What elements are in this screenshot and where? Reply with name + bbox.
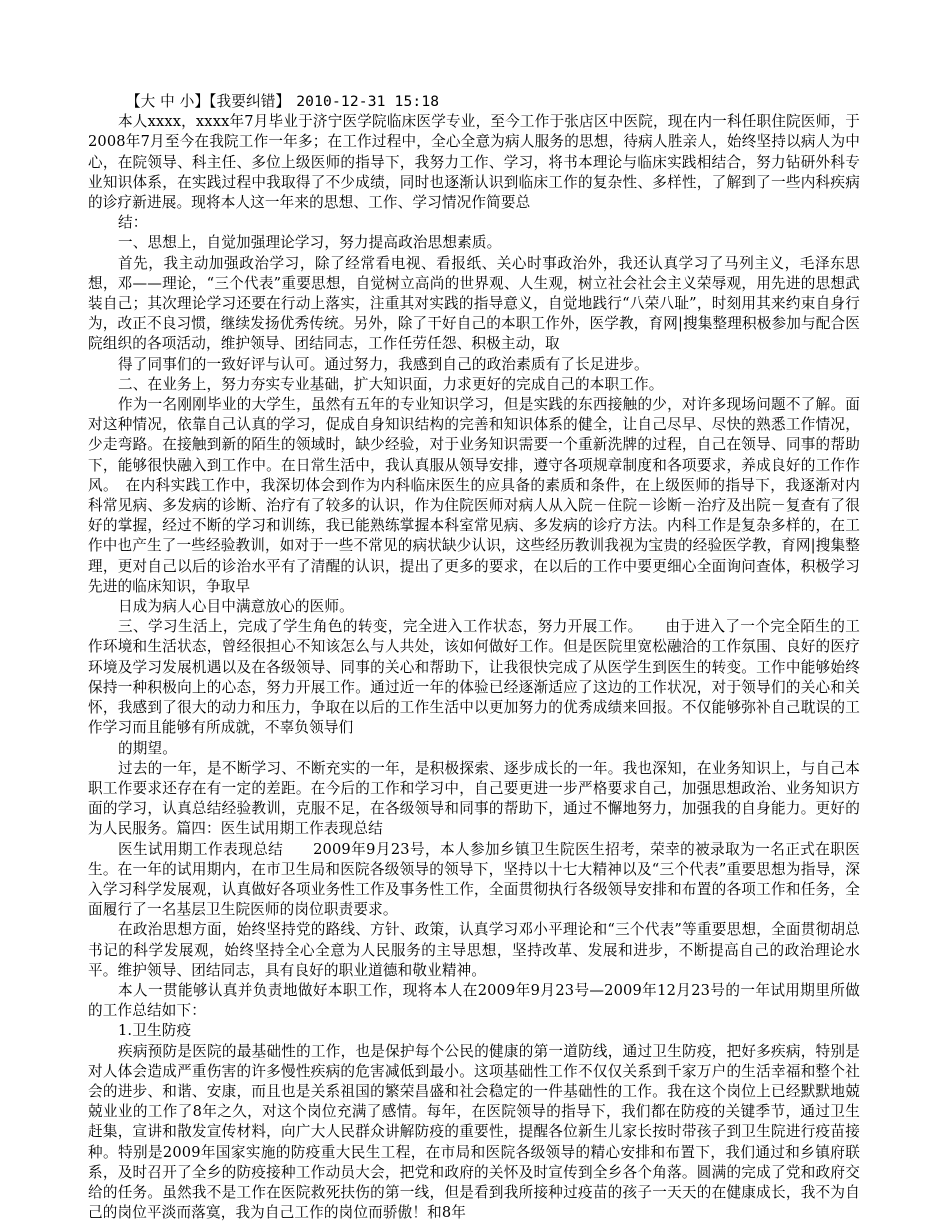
paragraph-study-life: 三、学习生活上，完成了学生角色的转变，完全进入工作状态，努力开展工作。 由于进入了一个完全陌生的工作环境和生活状态，曾经很担心不知该怎么与人共处，该如何做好工作。但是医院里宽松融洽的工作氛围、良好的医疗环境及学习发展机遇以及在各级领导、同事的关心和帮助下，让我很快完成了从医学生到医生的转变。工作中能够始终保持一种积极向上的心态，努力开展工作。通过近一年的体验已经逐渐适应了这边的工作状况，对于领导们的关心和关怀，我感到了很大的动力和压力，争取在以后的工作生活中以更加努力的优秀成绩来回报。不仅能够弥补自己耽误的工作学习而且能够有所成就，不辜负领导们 [88, 618, 860, 737]
font-size-small-link[interactable]: 小 [179, 93, 195, 110]
paragraph-business: 作为一名刚刚毕业的大学生，虽然有五年的专业知识学习，但是实践的东西接触的少，对许多现场问题不了解。面对这种情况，依靠自己认真的学习，促成自身知识结构的完善和知识体系的健全，让自己尽早、尽快的熟悉工作情况，少走弯路。在接触到新的陌生的领域时，缺少经验，对于业务知识需要一个重新洗牌的过程，自己在领导、同事的帮助下，能够很快融入到工作中。在日常生活中，我认真服从领导安排，遵守各项规章制度和各项要求，养成良好的工作作风。 在内科实践工作中，我深切体会到作为内科临床医生的应具备的素质和条件，在上级医师的指导下，我逐渐对内科常见病、多发病的诊断、治疗有了较多的认识，作为住院医师对病人从入院－住院－诊断－治疗及出院－复查有了很好的掌握，经过不断的学习和训练，我已能熟练掌握本科室常见病、多发病的诊疗方法。内科工作是复杂多样的，在工作中也产生了一些经验教训，如对于一些不常见的病状缺少认识，这些经历教训我视为宝贵的经验医学教，育网|搜集整理，更对自己以后的诊治水平有了清醒的认识，提出了更多的要求，在以后的工作中要更细心全面询问查体，积极学习先进的临床知识，争取早 [88, 396, 860, 595]
report-error-link[interactable]: 【我要纠错】 [209, 93, 291, 110]
paragraph-intro-end: 结： [118, 214, 148, 232]
paragraph-thought-end: 得了同事们的一致好评与认可。通过努力，我感到自己的政治素质有了长足进步。 [118, 355, 649, 373]
paragraph-summary-intro: 本人一贯能够认真并负责地做好本职工作，现将本人在2009年9月23号—2009年12月23号的一年试用期里所做的工作总结如下： [88, 981, 860, 1020]
paragraph-intro: 本人xxxx，xxxx年7月毕业于济宁医学院临床医学专业，至今工作于张店区中医院，现在内一科任职住院医师，于2008年7月至今在我院工作一年多；在工作过程中，全心全意为病人服务的思想，待病人胜亲人，始终坚持以病人为中心，在院领导、科主任、多位上级医师的指导下，我努力工作、学习，将书本理论与临床实践相结合，努力钻研外科专业知识体系，在实践过程中我取得了不少成绩，同时也逐渐认识到临床工作的复杂性、多样性，了解到了一些内科疾病的诊疗新进展。现将本人这一年来的思想、工作、学习情况作简要总 [88, 113, 860, 212]
paragraph-thought: 首先，我主动加强政治学习，除了经常看电视、看报纸、关心时事政治外，我还认真学习了马列主义，毛泽东思想，邓——理论，“三个代表”重要思想，自觉树立高尚的世界观、人生观，树立社会社会主义荣辱观，用先进的思想武装自己；其次理论学习还要在行动上落实，注重其对实践的指导意义，自觉地践行“八荣八耻”，时刻用其来约束自身行为，改正不良习惯，继续发扬优秀传统。另外，除了干好自己的本职工作外，医学教，育网|搜集整理积极参加与配合医院组织的各项活动，维护领导、团结同志，工作任劳任怨、积极主动，取 [88, 254, 860, 353]
font-size-large-link[interactable]: 大 [140, 93, 156, 110]
font-size-bracket-open: 【 [126, 93, 141, 110]
section-heading-business: 二、在业务上，努力夯实专业基础，扩大知识面，力求更好的完成自己的本职工作。 [118, 375, 664, 393]
paragraph-past-year: 过去的一年，是不断学习、不断充实的一年，是积极探索、逐步成长的一年。我也深知，在业务知识上，与自己本职工作要求还存在有一定的差距。在今后的工作和学习中，自己要更进一步严格要求自己，加强思想政治、业务知识方面的学习，认真总结经验教训，克服不足，在各级领导和同事的帮助下，通过不懈地努力，加强我的自身能力。更好的为人民服务。篇四：医生试用期工作表现总结 [88, 759, 860, 838]
font-size-medium-link[interactable]: 中 [160, 93, 175, 110]
paragraph-probation-intro: 医生试用期工作表现总结 2009年9月23号，本人参加乡镇卫生院医生招考，荣幸的被录取为一名正式在职医生。在一年的试用期内，在市卫生局和医院各级领导的领导下，坚持以十七大精神以及“三个代表”重要思想为指导，深入学习科学发展观，认真做好各项业务性工作及事务性工作，全面贯彻执行各级领导安排和布置的各项工作和任务，全面履行了一名基层卫生院医师的岗位职责要求。 [88, 840, 860, 919]
paragraph-business-end: 日成为病人心目中满意放心的医师。 [118, 598, 354, 616]
paragraph-epidemic: 疾病预防是医院的最基础性的工作，也是保护每个公民的健康的第一道防线，通过卫生防疫，把好多疾病，特别是对人体会造成严重伤害的许多慢性疾病的危害减低到最小。这项基础性工作不仅仅关系到千家万户的生活幸福和整个社会的进步、和谐、安康，而且也是关系祖国的繁荣昌盛和社会稳定的一件基础性的工作。我在这个岗位上已经默默地兢兢业业的工作了8年之久，对这个岗位充满了感情。每年，在医院领导的指导下，我们都在防疫的关键季节，通过卫生赶集，宣讲和散发宣传材料，向广大人民群众讲解防疫的重要性，提醒各位新生儿家长按时带孩子到卫生院进行疫苗接种。特别是2009年国家实施的防疫重大民生工程，在市局和医院各级领导的精心安排和布置下，我们通过和乡镇府联系，及时召开了全乡的防疫接种工作动员大会，把党和政府的关怀及时宣传到全乡各个角落。圆满的完成了党和政府交给的任务。虽然我不是工作在医院救死扶伤的第一线，但是看到我所接种过疫苗的孩子一天天的在健康成长，我不为自己的岗位平淡而落寞，我为自己工作的岗位而骄傲！和8年 [88, 1042, 860, 1222]
paragraph-study-life-end: 的期望。 [118, 739, 177, 757]
paragraph-politics: 在政治思想方面，始终坚持党的路线、方针、政策，认真学习邓小平理论和“三个代表”等重要思想，全面贯彻胡总书记的科学发展观，始终坚持全心全意为人民服务的主导思想，坚持改革、发展和进步，不断提高自己的政治理论水平。维护领导、团结同志，具有良好的职业道德和敬业精神。 [88, 921, 860, 979]
article-header [88, 92, 860, 112]
section-heading-thought: 一、思想上，自觉加强理论学习，努力提高政治思想素质。 [118, 234, 502, 252]
font-size-bracket-close: 】 [194, 93, 210, 110]
publish-datetime: 2010-12-31 15:18 [296, 93, 440, 110]
section-heading-epidemic: 1.卫生防疫 [118, 1022, 192, 1040]
